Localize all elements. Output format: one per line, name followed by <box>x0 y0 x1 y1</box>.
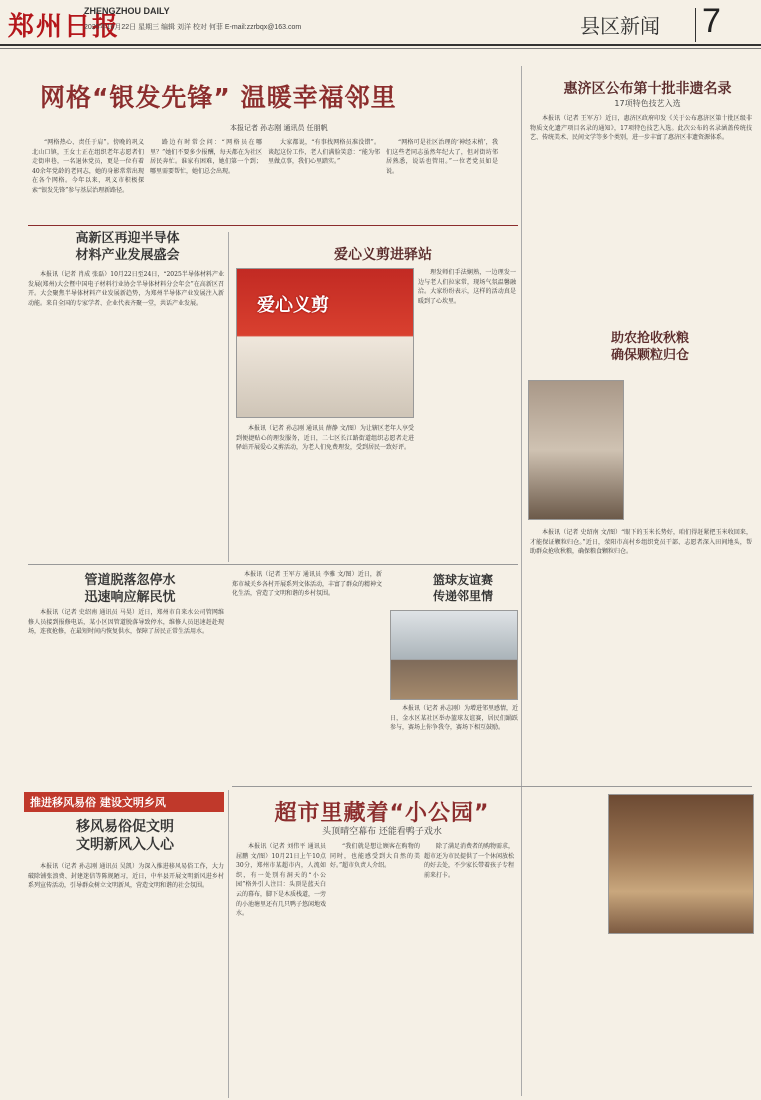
lead-col-2: 路边有时常会问：“网格员在哪里？”她们不要多少报酬，每天都在为社区居民奔忙。谁家有困难，她们第一个到；哪里需要帮忙，她们总会出现。 <box>150 139 262 175</box>
mid-rule <box>28 564 518 565</box>
header-divider <box>695 8 696 42</box>
basketball-photo <box>390 610 518 700</box>
market-subtitle: 头顶晴空幕布 还能看鸭子戏水 <box>322 827 442 837</box>
pipeline-title: 管道脱落忽停水 迅速响应解民忧 <box>84 573 176 605</box>
civilization-text: 本报讯（记者 孙志刚 通讯员 吴凯）为深入推进移风易俗工作，大力破除铺张浪费、封建迷信等陈规陋习，近日，中牟县开展文明新风进乡村系列宣传活动，引导群众树立文明新风，营造文明和谐的社会氛围。 <box>28 863 224 890</box>
village-text: 本报讯（记者 王军方 通讯员 李雅 文/图）近日，新郑市城关乡各村开展系列文体活动，丰富了群众的精神文化生活，营造了文明和谐的乡村氛围。 <box>232 571 382 598</box>
lead-col-3: 大家都说，“有事找网格员准没错”。谈起这份工作，老人们满脸笑意：“能为邻里做点事，我们心里踏实。” <box>268 139 380 166</box>
haircut-title: 爱心义剪进驿站 <box>334 247 432 263</box>
market-photo <box>608 794 754 934</box>
right-column-divider <box>521 66 522 1096</box>
newspaper-logo: 郑州日报 <box>8 12 121 42</box>
issue-info: 2025年10月22日 星期三 编辑 刘洋 校对 何菲 E-mail:zzrbqx@163.com <box>84 24 302 31</box>
newspaper-english-name: ZHENGZHOU DAILY <box>84 6 170 16</box>
haircut-text-2: 理发师们手法娴熟，一边理发一边与老人们拉家常，现场气氛温馨融洽。大家纷纷表示，这样的活动真是暖到了心坎里。 <box>418 269 516 305</box>
market-text-3: 除了满足消费者的购物需求，超市还为市民提供了一个休闲放松的好去处，不少家长带着孩子专程前来打卡。 <box>424 843 514 879</box>
market-text-1: 本报讯（记者 刘伟平 通讯员 屈鹏 文/图）10月21日上午10点30分，郑州市某超市内，人流如织，有一处别有洞天的“小公园”格外引人注目：头顶是蓝天白云的幕布，脚下是木质栈道，一旁的小池塘里还有几只鸭子悠闲地戏水。 <box>236 843 326 918</box>
market-top-rule <box>232 786 752 787</box>
lead-byline: 本报记者 孙志刚 通讯员 任朋帆 <box>230 124 328 132</box>
lead-col-4: “网格可是社区治理的‘神经末梢’，我们这些老同志虽然年纪大了，但对街坊邻居熟悉，说话也管用。”一位老党员如是说。 <box>386 139 498 175</box>
lead-title: 网格“银发先锋” 温暖幸福邻里 <box>40 83 397 112</box>
hightech-title: 高新区再迎半导体 材料产业发展盛会 <box>75 231 180 263</box>
pipeline-text: 本报讯（记者 史绍南 通讯员 马昊）近日，郑州市自来水公司管网维修人员接到报修电话，某小区因管道脱落导致停水，维修人员迅速赶赴现场，连夜抢修，在最短时间内恢复供水，保障了居民正常生活用水。 <box>28 609 224 636</box>
civilization-divider <box>228 790 229 1098</box>
heritage-title: 惠济区公布第十批非遗名录 <box>563 81 732 97</box>
haircut-photo <box>236 268 414 418</box>
haircut-text: 本报讯（记者 孙志刚 通讯员 薛静 文/图）为让辖区老年人享受到便捷贴心的理发服务，近日，二七区长江路街道组织志愿者走进驿站开展爱心义剪活动，为老人们免费理发，受到居民一致好评。 <box>236 425 414 452</box>
header-rule-thin <box>0 48 761 49</box>
header-rule <box>0 44 761 46</box>
autumn-photo <box>528 380 624 520</box>
lead-col-1: “网格热心、责任于肩”。傍晚的巩义北山口镇，王女士正在组织老年志愿者们走街串巷，一名退休党员，更是一位有着40余年党龄的老同志，她的身影常常出现在各个网格。今年以来，巩义市积极探索“银发先锋”参与基层治理新路径。 <box>32 139 144 194</box>
autumn-text: 本报讯（记者 史绍南 文/图）“眼下的玉米长势好，咱们得赶紧把玉米收回来，才能保证颗粒归仓。”近日，荥阳市高村乡组织党员干部、志愿者深入田间地头，帮助群众抢收秋粮，确保粮食颗粒归仓。 <box>530 529 752 556</box>
section-name: 县区新闻 <box>580 14 660 38</box>
civilization-banner: 推进移风易俗 建设文明乡风 <box>24 792 224 812</box>
basketball-title: 篮球友谊赛 传递邻里情 <box>432 573 493 603</box>
basketball-text: 本报讯（记者 孙志刚）为增进邻里感情，近日，金水区某社区举办篮球友谊赛，居民们踊跃参与，赛场上你争我夺，赛场下相互鼓励。 <box>390 705 518 732</box>
autumn-title: 助农抢收秋粮 确保颗粒归仓 <box>610 331 689 363</box>
heritage-text: 本报讯（记者 王军方）近日，惠济区政府印发《关于公布惠济区第十批区级非物质文化遗产项目名录的通知》，17项特色技艺入选。此次公布的名录涵盖传统技艺、传统美术、民间文学等多个类别，进一步丰富了惠济区非遗资源体系。 <box>530 115 752 142</box>
market-title: 超市里藏着“小公园” <box>274 801 490 826</box>
lead-bottom-rule <box>28 225 518 226</box>
civilization-title: 移风易俗促文明 文明新风入人心 <box>76 819 174 853</box>
market-text-2: “我们就是想让顾客在购物的同时，也能感受到大自然的美好。”超市负责人介绍。 <box>330 843 420 870</box>
haircut-photo-text: 爱心义剪 <box>257 295 329 316</box>
page-number: 7 <box>702 2 721 40</box>
hightech-divider <box>228 232 229 562</box>
heritage-subtitle: 17项特色技艺入选 <box>614 99 681 108</box>
hightech-text: 本报讯（记者 肖成 张磊）10月22日至24日，“2025半导体材料产业发展(郑州)大会暨中国电子材料行业协会半导体材料分会年会”在高新区召开。大会聚焦半导体材料产业发展新趋势，为郑州半导体产业发展注入新动能。来自全国的专家学者、企业代表齐聚一堂，共话产业发展。 <box>28 271 224 307</box>
